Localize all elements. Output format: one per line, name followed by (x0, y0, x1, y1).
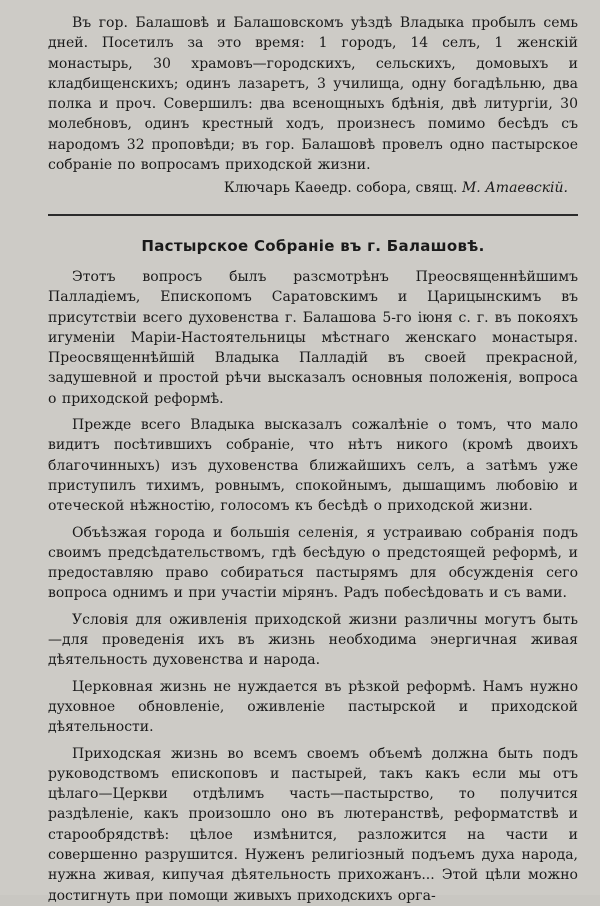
article-paragraph: Объѣзжая города и большія селенія, я устраиваю собранія подъ своимъ предсѣдательствомъ, гдѣ бесѣдую о предстоящей реформѣ, и предоставляю право собираться пастырямъ для обсужденія сего вопроса однимъ и при участіи мірянъ. Радъ побесѣдовать и съ вами. (48, 524, 578, 602)
article-paragraph: Приходская жизнь во всемъ своемъ объемѣ должна быть подъ руководствомъ епископовъ и пастырей, такъ какъ если мы отъ цѣлаго—Церкви отдѣлимъ часть—пастырство, то получится раздѣленіе, какъ произошло оно въ лютеранствѣ, реформатствѣ и старообрядствѣ: цѣлое измѣнится, разложится на части и совершенно разрушится. Нуженъ религіозный подъемъ духа народа, нужна живая, кипучая дѣятельность прихожанъ... Этой цѣли можно достигнуть при помощи живыхъ приходскихъ орга- (48, 745, 578, 904)
article-paragraph: Церковная жизнь не нуждается въ рѣзкой реформѣ. Намъ нужно духовное обновленіе, оживленіе пастырской и приходской дѣятельности. (48, 678, 578, 736)
article-title: Пастырское Собраніе въ г. Балашовѣ. (141, 236, 485, 255)
signature-name: М. Атаевскій. (461, 180, 568, 197)
signature (48, 178, 568, 198)
signature-prefix: Ключарь Каѳедр. собора, свящ. (223, 180, 458, 197)
article-paragraph: Прежде всего Владыка высказалъ сожалѣніе о томъ, что мало видитъ посѣтившихъ собраніе, что нѣтъ никого (кромѣ двоихъ благочинныхъ) изъ духовенства ближайшихъ селъ, а затѣмъ уже приступилъ тихимъ, ровнымъ, спокойнымъ, дышащимъ любовію и отеческой нѣжностію, голосомъ къ бесѣдѣ о приходской жизни. (48, 417, 578, 515)
article-paragraph: Условія для оживленія приходской жизни различны могутъ быть—для проведенія ихъ въ жизнь необходима энергичная живая дѣятельность духовенства и народа. (48, 611, 578, 669)
section-divider (48, 214, 578, 216)
article-paragraph: Этотъ вопросъ былъ разсмотрѣнъ Преосвященнѣйшимъ Палладіемъ, Епископомъ Саратовскимъ и Царицынскимъ въ присутствіи всего духовенства г. Балашова 5-го іюня с. г. въ покояхъ игуменіи Маріи-Настоятельницы мѣстнаго женскаго монастыря. Преосвященнѣйшій Владыка Палладій въ своей прекрасной, задушевной и простой рѣчи высказалъ основныя положенія, вопроса о приходской реформѣ. (48, 268, 578, 407)
report-paragraph: Въ гор. Балашовѣ и Балашовскомъ уѣздѣ Владыка пробылъ семь дней. Посетилъ за это время: 1 городъ, 14 селъ, 1 женскій монастырь, 30 храмовъ—городскихъ, сельскихъ, домовыхъ и кладбищенскихъ; одинъ лазаретъ, 3 училища, одну богадѣльню, два полка и проч. Совершилъ: два всенощныхъ бдѣнія, двѣ литургіи, 30 молебновъ, одинъ крестный ходъ, произнесъ помимо бесѣдъ съ народомъ 32 проповѣди; въ гор. Балашовѣ провелъ одно пастырское собраніе по вопросамъ приходской жизни. (48, 15, 578, 174)
article-body (48, 267, 578, 906)
